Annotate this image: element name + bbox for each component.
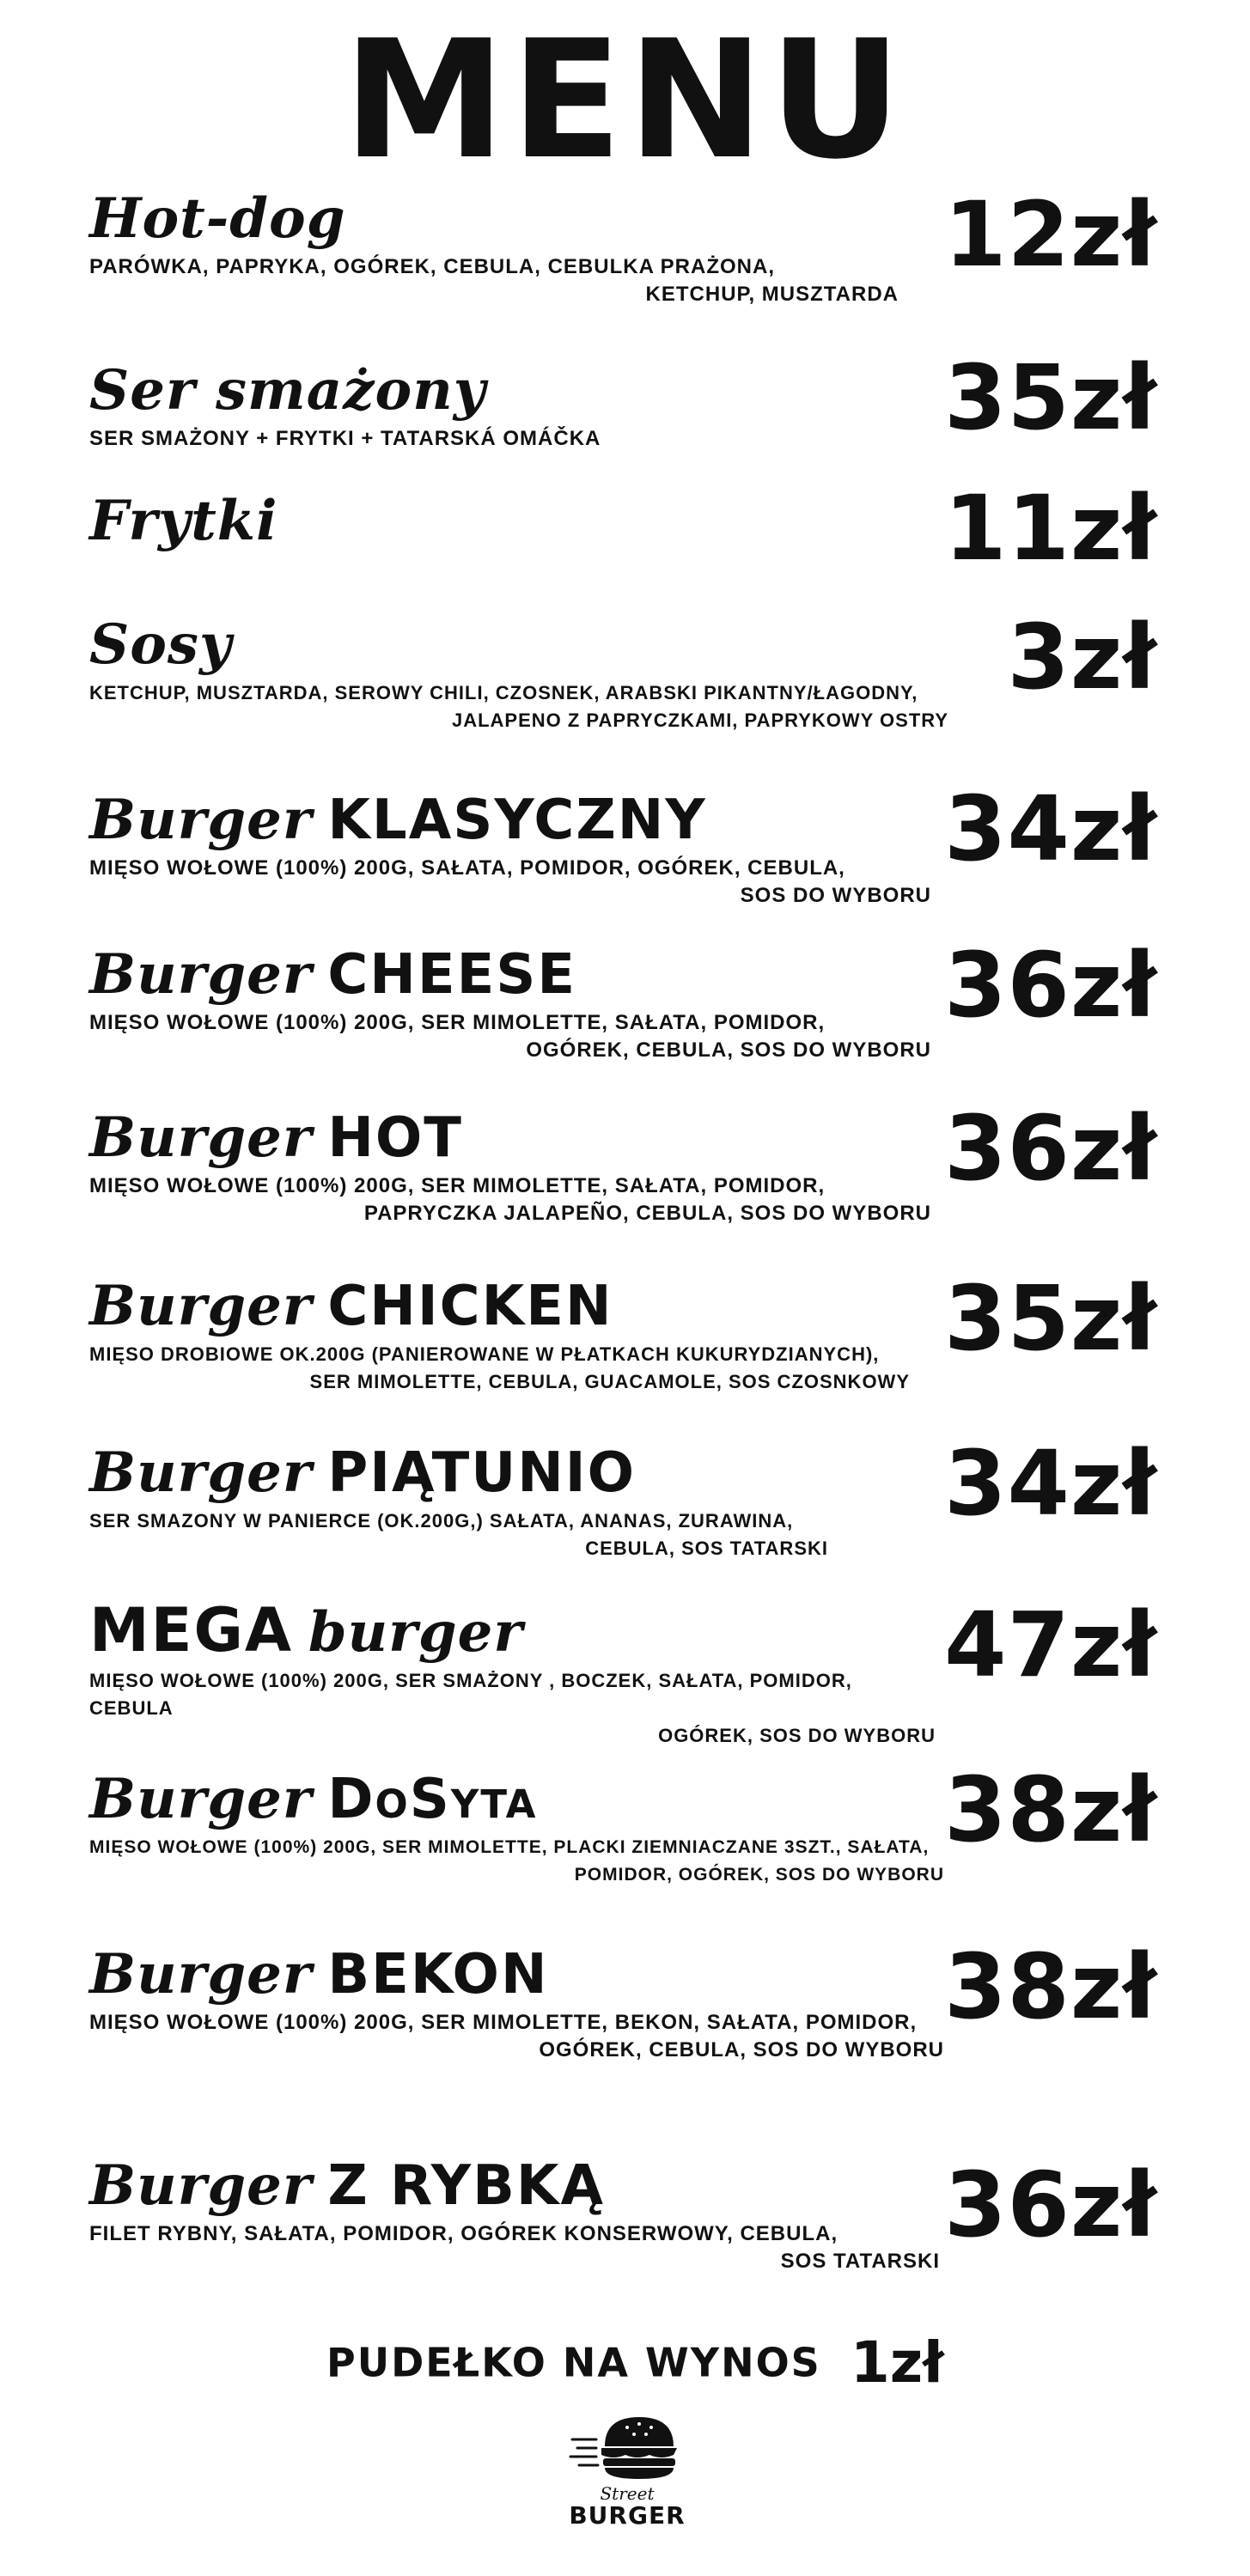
item-price: 38zł	[944, 1934, 1157, 2039]
item-name-caps: HOT	[327, 1106, 463, 1170]
item-description	[89, 2220, 940, 2275]
item-price: 34zł	[944, 776, 1157, 881]
item-description	[89, 855, 931, 910]
item-description	[89, 1834, 944, 1889]
description-line-1: SER SMAŻONY + FRYTKI + TATARSKÁ OMÁČKA	[89, 427, 601, 450]
description-line-1: MIĘSO WOŁOWE (100%) 200G, SER MIMOLETTE, PLACKI ZIEMNIACZANE 3SZT., SAŁATA,	[89, 1837, 930, 1857]
item-name-script: Burger	[89, 1105, 313, 1170]
description-line-2: SER MIMOLETTE, CEBULA, GUACAMOLE, SOS CZOSNKOWY	[309, 1371, 910, 1392]
description-line-1: MIĘSO WOŁOWE (100%) 200G, SER MIMOLETTE, SAŁATA, POMIDOR,	[89, 1011, 826, 1034]
item-description	[89, 425, 948, 453]
menu-item-burger-cheese	[89, 943, 948, 1064]
item-description	[89, 2009, 944, 2064]
item-price: 38zł	[944, 1757, 1157, 1862]
item-price: 36zł	[944, 1096, 1157, 1201]
item-price: 47zł	[944, 1592, 1157, 1697]
item-price: 36zł	[944, 933, 1157, 1038]
item-name-script: Burger	[89, 1942, 313, 2007]
item-name-caps: MEGA	[89, 1595, 294, 1666]
item-name-caps: CHICKEN	[327, 1275, 613, 1338]
street-burger-logo	[550, 2410, 704, 2539]
description-line-2: OGÓREK, CEBULA, SOS DO WYBORU	[526, 1038, 931, 1062]
item-name: Ser smażony	[89, 358, 486, 423]
menu-item-burger-bekon	[89, 1943, 948, 2064]
menu-item-burger-klasyczny	[89, 789, 948, 910]
item-name-script: Burger	[89, 942, 313, 1007]
burger-icon	[567, 2410, 687, 2482]
logo-script-text: Street	[600, 2483, 655, 2504]
item-name-script: Burger	[89, 2153, 313, 2218]
menu-item-frytki	[89, 490, 948, 552]
item-name-script: Burger	[89, 1767, 313, 1831]
item-price: 11zł	[944, 476, 1157, 581]
item-price: 34zł	[944, 1431, 1157, 1536]
description-line-2: CEBULA, SOS TATARSKI	[585, 1538, 828, 1559]
item-description	[89, 1009, 931, 1064]
item-description	[89, 253, 899, 308]
item-price: 12zł	[944, 182, 1157, 287]
menu-item-burger-z-rybka	[89, 2154, 948, 2275]
item-description	[89, 1172, 931, 1227]
menu-item-burger-hot	[89, 1106, 948, 1227]
takeaway-box-line	[326, 2329, 962, 2396]
item-name: Sosy	[89, 612, 233, 677]
item-description	[89, 1341, 910, 1396]
item-price: 35zł	[944, 1266, 1157, 1371]
menu-item-burger-piatunio	[89, 1441, 948, 1562]
logo-wordmark: BURGER	[569, 2501, 686, 2530]
item-name-caps: PIĄTUNIO	[327, 1441, 636, 1505]
menu-item-ser-smazony	[89, 359, 948, 453]
description-line-2: PAPRYCZKA JALAPEÑO, CEBULA, SOS DO WYBORU	[363, 1202, 931, 1225]
takeaway-price: 1zł	[850, 2329, 944, 2396]
description-line-2: POMIDOR, OGÓREK, SOS DO WYBORU	[574, 1865, 944, 1885]
description-line-2: OGÓREK, SOS DO WYBORU	[658, 1725, 936, 1746]
menu-item-hot-dog	[89, 187, 948, 308]
item-name-caps: KLASYCZNY	[327, 789, 707, 852]
description-line-2: KETCHUP, MUSZTARDA	[645, 283, 899, 306]
description-line-1: SER SMAZONY W PANIERCE (OK.200G,) SAŁATA, ANANAS, ZURAWINA,	[89, 1510, 794, 1532]
item-price: 36zł	[944, 2153, 1157, 2257]
description-line-1: MIĘSO WOŁOWE (100%) 200G, SER MIMOLETTE, BEKON, SAŁATA, POMIDOR,	[89, 2011, 918, 2034]
menu-title: MENU	[343, 5, 907, 195]
item-name-caps: DoSyta	[327, 1768, 538, 1831]
item-name-script: burger	[308, 1600, 524, 1665]
item-name-script: Burger	[89, 788, 313, 852]
description-line-1: MIĘSO WOŁOWE (100%) 200G, SER SMAŻONY , BOCZEK, SAŁATA, POMIDOR, CEBULA	[89, 1670, 852, 1719]
menu-item-sosy	[89, 613, 948, 734]
description-line-1: MIĘSO WOŁOWE (100%) 200G, SAŁATA, POMIDOR, OGÓREK, CEBULA,	[89, 856, 845, 880]
description-line-1: FILET RYBNY, SAŁATA, POMIDOR, OGÓREK KONSERWOWY, CEBULA,	[89, 2222, 838, 2245]
menu-item-mega-burger	[89, 1595, 948, 1750]
item-name-caps: Z RYBKĄ	[327, 2154, 606, 2218]
item-name-script: Burger	[89, 1440, 313, 1505]
description-line-2: OGÓREK, CEBULA, SOS DO WYBORU	[539, 2038, 944, 2061]
description-line-2: SOS TATARSKI	[780, 2250, 940, 2273]
item-name: Hot-dog	[89, 186, 346, 251]
menu-item-burger-dosyta	[89, 1768, 948, 1889]
item-name: Frytki	[89, 489, 278, 553]
description-line-1: MIĘSO DROBIOWE OK.200G (PANIEROWANE W PŁATKACH KUKURYDZIANYCH),	[89, 1343, 880, 1365]
description-line-1: PARÓWKA, PAPRYKA, OGÓREK, CEBULA, CEBULKA PRAŻONA,	[89, 255, 776, 278]
description-line-1: KETCHUP, MUSZTARDA, SEROWY CHILI, CZOSNEK, ARABSKI PIKANTNY/ŁAGODNY,	[89, 682, 918, 703]
item-description	[89, 1507, 828, 1562]
item-name-script: Burger	[89, 1274, 313, 1338]
description-line-1: MIĘSO WOŁOWE (100%) 200G, SER MIMOLETTE, SAŁATA, POMIDOR,	[89, 1174, 826, 1197]
item-price: 35zł	[944, 345, 1157, 450]
item-description	[89, 1667, 936, 1750]
description-line-2: JALAPENO Z PAPRYCZKAMI, PAPRYKOWY OSTRY	[451, 709, 948, 731]
menu-item-burger-chicken	[89, 1275, 948, 1396]
item-name-caps: CHEESE	[327, 943, 577, 1007]
item-name-caps: BEKON	[327, 1943, 549, 2007]
description-line-2: SOS DO WYBORU	[740, 884, 931, 907]
item-description	[89, 679, 948, 734]
takeaway-label: PUDEŁKO NA WYNOS	[326, 2339, 821, 2386]
item-price: 3zł	[1007, 605, 1157, 709]
